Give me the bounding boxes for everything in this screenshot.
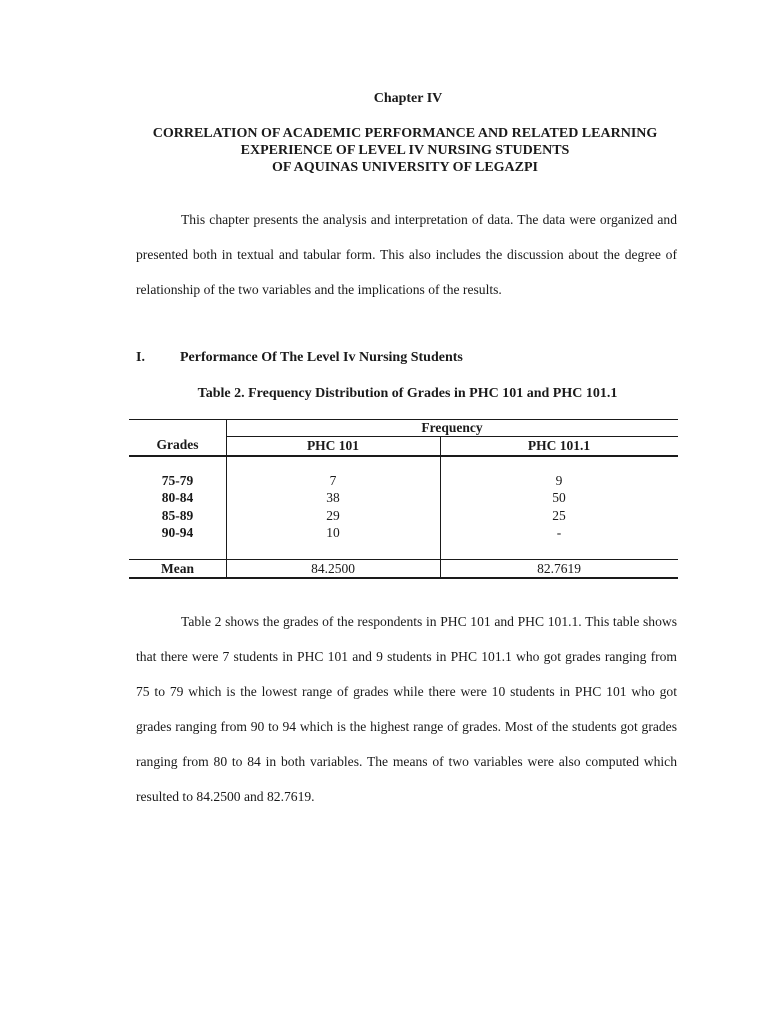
grade-cell: 90-94 [161,525,194,540]
frequency-table [129,419,678,579]
mean-top-rule [129,559,678,560]
phc1011-column-header: PHC 101.1 [527,438,591,453]
group-header-rule [226,436,678,437]
section-title: Performance Of The Level Iv Nursing Students [180,350,463,365]
mean-label: Mean [161,561,194,576]
document-title [130,125,680,176]
phc101-mean: 84.2500 [311,561,355,576]
title-line: CORRELATION OF ACADEMIC PERFORMANCE AND RELATED LEARNING [152,126,658,141]
phc1011-mean: 82.7619 [537,561,581,576]
phc1011-cell: 50 [552,490,566,505]
frequency-group-header: Frequency [421,420,483,435]
phc101-cell: 10 [326,525,340,540]
phc101-column-header: PHC 101 [306,438,360,453]
grades-column-header: Grades [156,437,199,452]
chapter-heading: Chapter IV [373,91,443,106]
phc1011-cell: 9 [555,473,563,488]
table-bottom-rule [129,577,678,579]
header-bottom-rule [129,455,678,457]
phc101-cell: 7 [329,473,337,488]
grade-cell: 75-79 [161,473,194,488]
phc1011-cell: - [556,525,562,540]
intro-text: This chapter presents the analysis and interpretation of data. The data were organized and presented both in textual and tabular form. This also includes the discussion about the degree of relationship of the two variables and the implications of the results. [136,212,677,297]
phc101-cell: 29 [326,508,340,523]
grade-cell: 85-89 [161,508,194,523]
table-caption: Table 2. Frequency Distribution of Grades in PHC 101 and PHC 101.1 [197,386,618,401]
phc101-cell: 38 [326,490,340,505]
discussion-paragraph [136,604,677,814]
phc1011-cell: 25 [552,508,566,523]
title-line: EXPERIENCE OF LEVEL IV NURSING STUDENTS [240,143,570,158]
grade-cell: 80-84 [161,490,194,505]
title-line: OF AQUINAS UNIVERSITY OF LEGAZPI [271,160,539,175]
intro-paragraph [136,202,677,307]
section-number: I. [136,350,145,365]
discussion-text: Table 2 shows the grades of the respondents in PHC 101 and PHC 101.1. This table shows that there were 7 students in PHC 101 and 9 students in PHC 101.1 who got grades ranging from 75 to 79 which is the lowest range of grades while there were 10 students in PHC 101 who got grades ranging from 90 to 94 which is the highest range of grades. Most of the students got grades ranging from 80 to 84 in both variables. The means of two variables were also computed which resulted to 84.2500 and 82.7619. [136,614,677,804]
